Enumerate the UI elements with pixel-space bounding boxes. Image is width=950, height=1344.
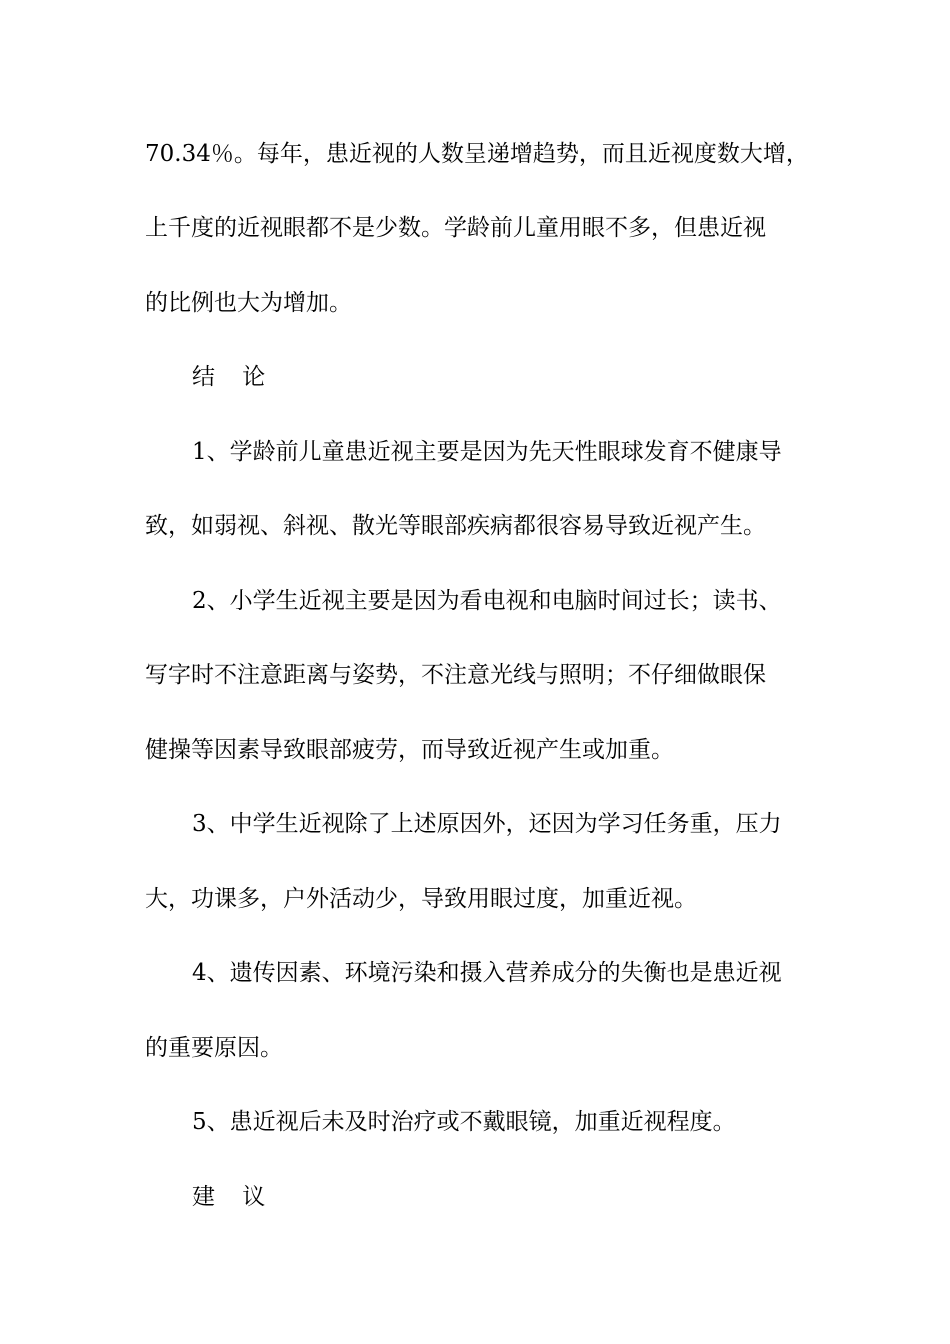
text-line: 健操等因素导致眼部疲劳，而导致近视产生或加重。 [145,737,674,763]
text-line: 的比例也大为增加。 [145,290,352,316]
text-line: 3、中学生近视除了上述原因外，还因为学习任务重，压力 [192,811,782,837]
text-line: 的重要原因。 [145,1035,283,1061]
section-heading-suggestion: 建 议 [192,1184,276,1210]
text-line: 4、遗传因素、环境污染和摄入营养成分的失衡也是患近视 [192,960,782,986]
text-line: 1、学龄前儿童患近视主要是因为先天性眼球发育不健康导 [192,439,782,465]
section-heading-conclusion: 结 论 [192,364,276,390]
text-line: 70.34％。每年，患近视的人数呈递增趋势，而且近视度数大增， [145,141,809,167]
text-line: 写字时不注意距离与姿势，不注意光线与照明；不仔细做眼保 [145,662,766,688]
text-line: 5、患近视后未及时治疗或不戴眼镜，加重近视程度。 [192,1109,736,1135]
text-line: 2、小学生近视主要是因为看电视和电脑时间过长；读书、 [192,588,782,614]
text-line: 大，功课多，户外活动少，导致用眼过度，加重近视。 [145,886,697,912]
text-line: 上千度的近视眼都不是少数。学龄前儿童用眼不多，但患近视 [145,215,766,241]
text-line: 致，如弱视、斜视、散光等眼部疾病都很容易导致近视产生。 [145,513,766,539]
